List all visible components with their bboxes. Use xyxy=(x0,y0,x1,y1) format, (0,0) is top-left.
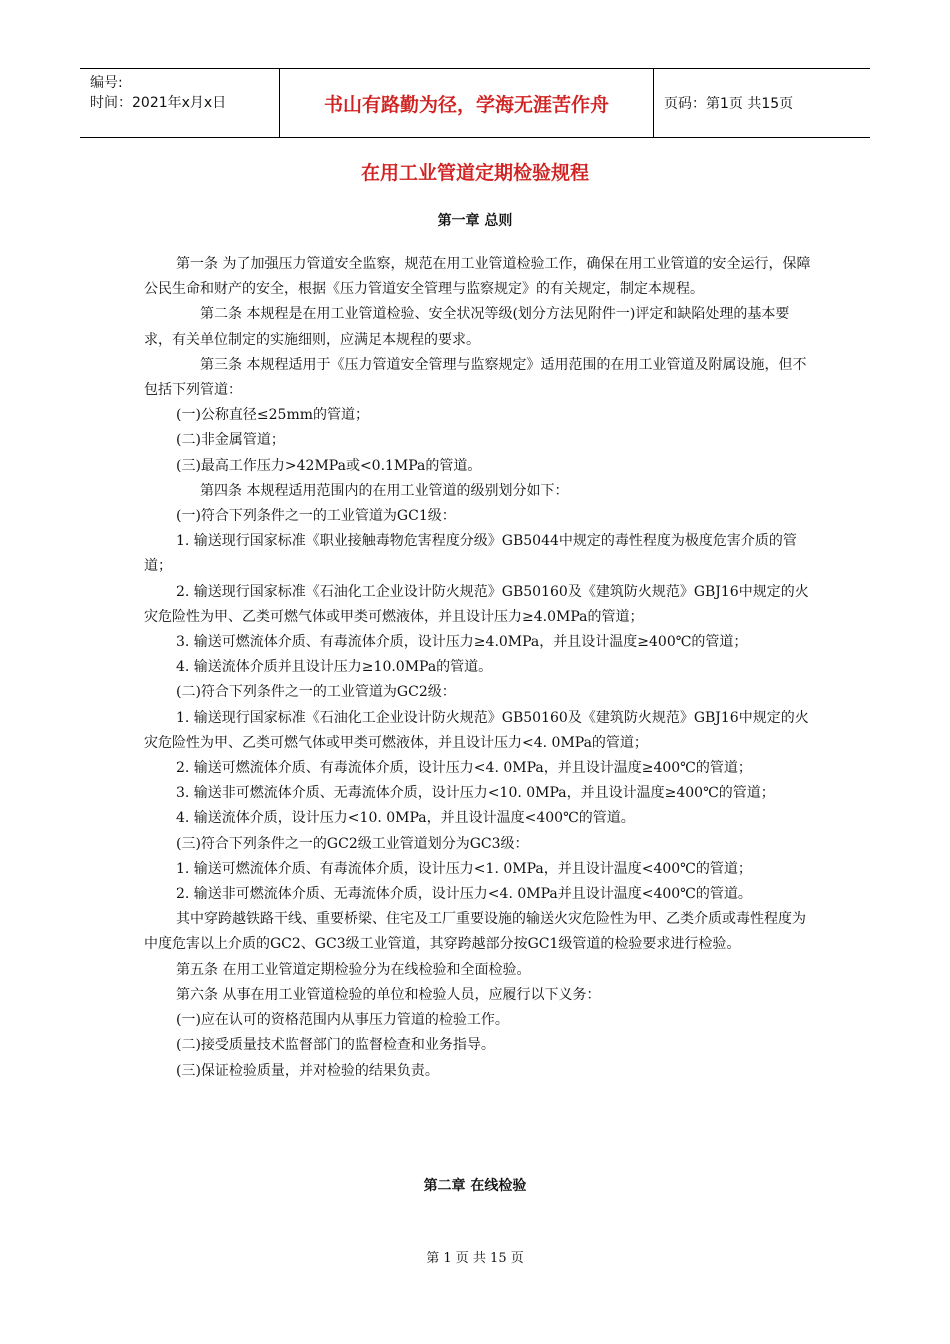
list-item: 2. 输送非可燃流体介质、无毒流体介质，设计压力<4. 0MPa并且设计温度<400℃的管道。 xyxy=(176,886,752,903)
time-label: 时间：2021年x月x日 xyxy=(90,95,227,111)
list-item: (一)公称直径≤25mm的管道； xyxy=(176,407,370,424)
list-item: (一)应在认可的资格范围内从事压力管道的检验工作。 xyxy=(176,1012,509,1029)
list-item: (三)保证检验质量，并对检验的结果负责。 xyxy=(176,1062,439,1079)
list-item: 2. 输送可燃流体介质、有毒流体介质，设计压力<4. 0MPa，并且设计温度≥400℃的管道； xyxy=(176,760,752,777)
chapter-1-heading: 第一章 总则 xyxy=(437,213,513,229)
paragraph: 第二条 本规程是在用工业管道检验、安全状况等级(划分方法见附件一)评定和缺陷处理的基本要求，有关单位制定的实施细则，应满足本规程的要求。 xyxy=(144,306,790,348)
list-item: 4. 输送流体介质，设计压力<10. 0MPa，并且设计温度<400℃的管道。 xyxy=(176,810,635,827)
paragraph: 第三条 本规程适用于《压力管道安全管理与监察规定》适用范围的在用工业管道及附属设施，但不包括下列管道： xyxy=(144,356,807,399)
list-item: (三)符合下列条件之一的GC2级工业管道划分为GC3级： xyxy=(176,835,529,852)
list-item: 2. 输送现行国家标准《石油化工企业设计防火规范》GB50160及《建筑防火规范》GBJ16中规定的火灾危险性为甲、乙类可燃气体或甲类可燃液体，并且设计压力≥4.0MPa的管道； xyxy=(144,583,809,625)
header-motto: 书山有路勤为径，学海无涯苦作舟 xyxy=(280,69,654,137)
document-body xyxy=(144,252,812,1084)
list-item: 1. 输送现行国家标准《职业接触毒物危害程度分级》GB5044中规定的毒性程度为极度危害介质的管道； xyxy=(144,533,797,575)
header-page-info: 页码：第1页 共15页 xyxy=(664,96,794,112)
list-item: (一)符合下列条件之一的工业管道为GC1级： xyxy=(176,508,456,525)
chapter-2-heading: 第二章 在线检验 xyxy=(423,1178,527,1194)
list-item: (二)接受质量技术监督部门的监督检查和业务指导。 xyxy=(176,1037,495,1054)
number-label: 编号: xyxy=(90,75,123,91)
paragraph: 第六条 从事在用工业管道检验的单位和检验人员，应履行以下义务： xyxy=(176,986,601,1003)
list-item: 4. 输送流体介质并且设计压力≥10.0MPa的管道。 xyxy=(176,659,493,676)
document-header xyxy=(80,68,870,138)
header-meta xyxy=(80,69,280,137)
document-title: 在用工业管道定期检验规程 xyxy=(360,162,589,184)
list-item: 1. 输送可燃流体介质、有毒流体介质，设计压力<1. 0MPa，并且设计温度<400℃的管道； xyxy=(176,860,752,877)
paragraph: 其中穿跨越铁路干线、重要桥梁、住宅及工厂重要设施的输送火灾危险性为甲、乙类介质或毒性程度为中度危害以上介质的GC2、GC3级工业管道，其穿跨越部分按GC1级管道的检验要求进行检验。 xyxy=(144,911,806,953)
list-item: 1. 输送现行国家标准《石油化工企业设计防火规范》GB50160及《建筑防火规范》GBJ16中规定的火灾危险性为甲、乙类可燃气体或甲类可燃液体，并且设计压力<4. 0MPa的管道； xyxy=(144,709,809,751)
list-item: (二)非金属管道； xyxy=(176,432,285,449)
list-item: 3. 输送非可燃流体介质、无毒流体介质，设计压力<10. 0MPa，并且设计温度≥400℃的管道； xyxy=(176,785,775,802)
list-item: (二)符合下列条件之一的工业管道为GC2级： xyxy=(176,684,456,701)
page-footer: 第 1 页 共 15 页 xyxy=(426,1251,524,1266)
list-item: (三)最高工作压力>42MPa或<0.1MPa的管道。 xyxy=(176,457,482,474)
paragraph: 第五条 在用工业管道定期检验分为在线检验和全面检验。 xyxy=(176,961,531,978)
paragraph: 第四条 本规程适用范围内的在用工业管道的级别划分如下： xyxy=(200,482,569,499)
paragraph: 第一条 为了加强压力管道安全监察，规范在用工业管道检验工作，确保在用工业管道的安全运行，保障公民生命和财产的安全，根据《压力管道安全管理与监察规定》的有关规定，制定本规程。 xyxy=(144,256,811,298)
list-item: 3. 输送可燃流体介质、有毒流体介质，设计压力≥4.0MPa，并且设计温度≥400℃的管道； xyxy=(176,634,748,651)
